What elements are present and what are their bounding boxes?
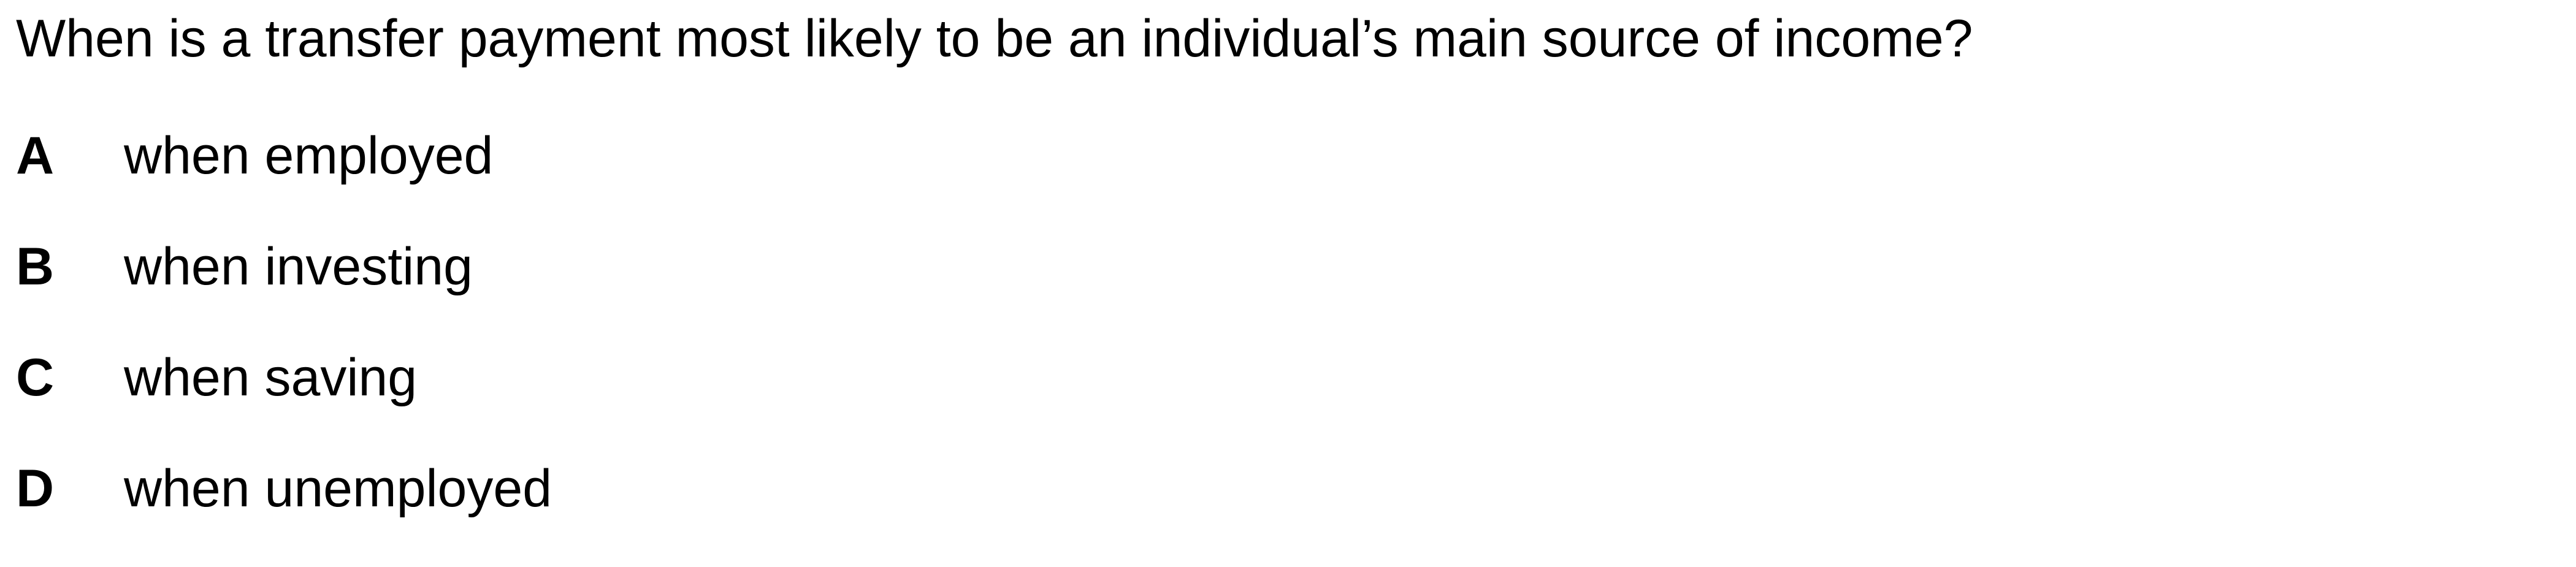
option-letter: A <box>16 126 55 185</box>
answer-options <box>16 123 552 567</box>
question-text: When is a transfer payment most likely to be an individual’s main source of income? <box>16 9 1973 68</box>
option-letter: B <box>16 237 55 296</box>
option-b[interactable] <box>16 234 552 345</box>
option-text: when investing <box>124 237 473 296</box>
option-text: when unemployed <box>124 459 552 518</box>
option-a[interactable] <box>16 123 552 234</box>
option-letter: C <box>16 348 55 407</box>
option-text: when employed <box>124 126 494 185</box>
option-letter: D <box>16 459 55 518</box>
option-text: when saving <box>124 348 418 407</box>
option-c[interactable] <box>16 345 552 456</box>
option-d[interactable] <box>16 456 552 567</box>
